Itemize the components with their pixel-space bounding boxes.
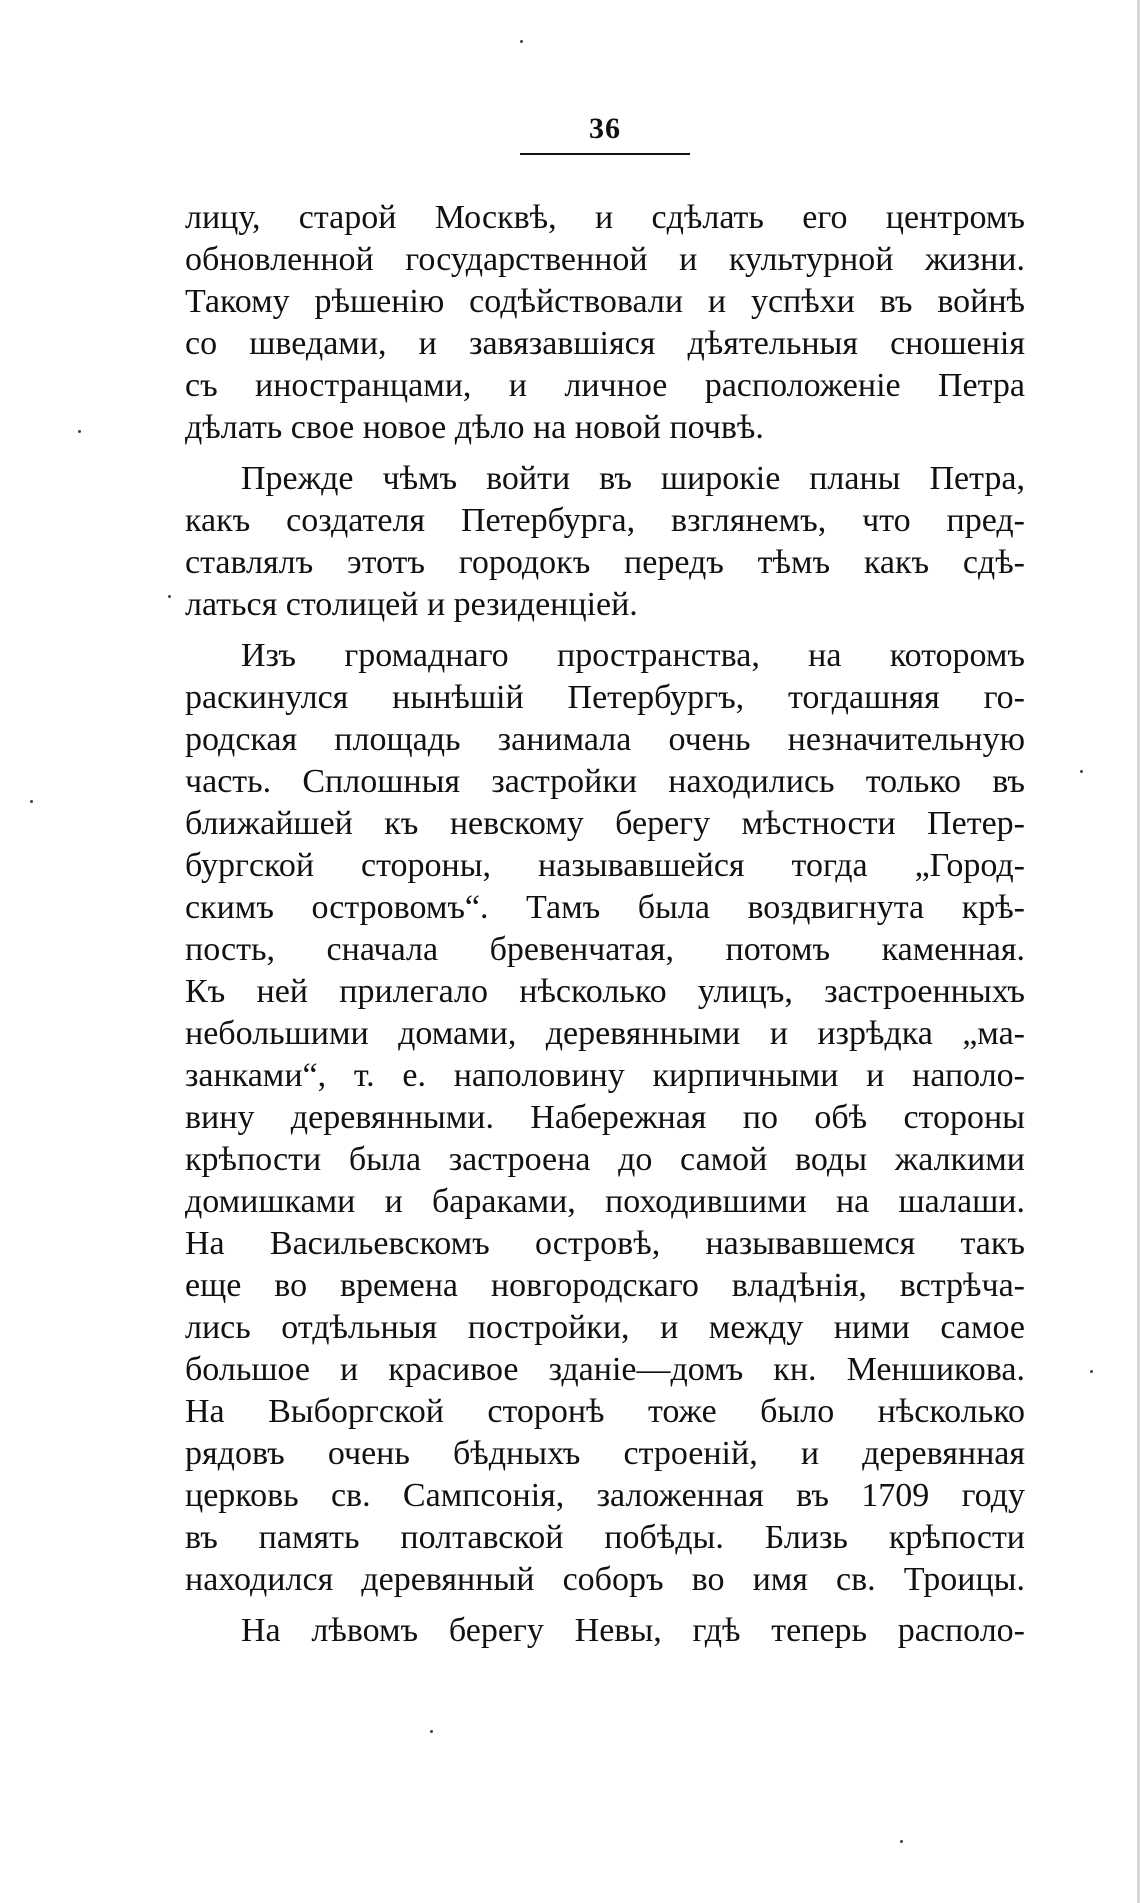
text-line: пость, сначала бревенчатая, потомъ каменная. — [185, 931, 1025, 968]
scan-speck — [1080, 770, 1083, 773]
text-line: бургской стороны, называвшейся тогда „Город- — [185, 847, 1025, 884]
text-line: домишками и бараками, походившими на шалаши. — [185, 1183, 1025, 1220]
paragraph — [185, 197, 1025, 449]
text-line: На Выборгской сторонѣ тоже было нѣсколько — [185, 1393, 1025, 1430]
text-line: лицу, старой Москвѣ, и сдѣлать его центромъ — [185, 199, 1025, 236]
text-line: часть. Сплошныя застройки находились только въ — [185, 763, 1025, 800]
text-line: Такому рѣшенію содѣйствовали и успѣхи въ войнѣ — [185, 283, 1025, 320]
page-number-rule — [520, 153, 690, 155]
text-line: вину деревянными. Набережная по обѣ стороны — [185, 1099, 1025, 1136]
text-line: занками“, т. е. наполовину кирпичными и наполо- — [185, 1057, 1025, 1094]
paragraph — [185, 635, 1025, 1601]
text-line: со шведами, и завязавшіяся дѣятельныя сношенія — [185, 325, 1025, 362]
text-line: рядовъ очень бѣдныхъ строеній, и деревянная — [185, 1435, 1025, 1472]
paragraph — [185, 1610, 1025, 1652]
text-line: обновленной государственной и культурной жизни. — [185, 241, 1025, 278]
scan-speck — [520, 40, 523, 43]
scan-speck — [900, 1840, 903, 1843]
text-line: большое и красивое зданіе—домъ кн. Меншикова. — [185, 1351, 1025, 1388]
scan-speck — [168, 595, 171, 598]
text-line: церковь св. Сампсонія, заложенная въ 1709 году — [185, 1477, 1025, 1514]
text-line: небольшими домами, деревянными и изрѣдка „ма- — [185, 1015, 1025, 1052]
text-line: Къ ней прилегало нѣсколько улицъ, застроенныхъ — [185, 973, 1025, 1010]
paragraph-gap — [185, 1601, 1025, 1610]
text-line: въ память полтавской побѣды. Близь крѣпости — [185, 1519, 1025, 1556]
text-line: Прежде чѣмъ войти въ широкіе планы Петра, — [241, 460, 1025, 497]
paragraph — [185, 458, 1025, 626]
text-line: раскинулся нынѣшій Петербургъ, тогдашняя го- — [185, 679, 1025, 716]
text-line: Изъ громаднаго пространства, на которомъ — [241, 637, 1025, 674]
text-line: На Васильевскомъ островѣ, называвшемся такъ — [185, 1225, 1025, 1262]
text-line: съ иностранцами, и личное расположеніе Петра — [185, 367, 1025, 404]
text-line: родская площадь занимала очень незначительную — [185, 721, 1025, 758]
paragraph-gap — [185, 626, 1025, 635]
scan-speck — [78, 430, 81, 433]
text-line: На лѣвомъ берегу Невы, гдѣ теперь располо- — [241, 1612, 1025, 1649]
page-number: 36 — [589, 112, 621, 145]
text-line: еще во времена новгородскаго владѣнія, встрѣча- — [185, 1267, 1025, 1304]
text-line: какъ создателя Петербурга, взглянемъ, что пред- — [185, 502, 1025, 539]
paragraph-gap — [185, 449, 1025, 458]
scan-speck — [430, 1730, 433, 1733]
text-line: ближайшей къ невскому берегу мѣстности Петер- — [185, 805, 1025, 842]
text-line: находился деревянный соборъ во имя св. Троицы. — [185, 1561, 1025, 1598]
text-line: латься столицей и резиденціей. — [185, 586, 638, 623]
body-text — [185, 197, 1025, 1652]
text-line: скимъ островомъ“. Тамъ была воздвигнута крѣ- — [185, 889, 1025, 926]
scan-speck — [30, 800, 33, 803]
scan-speck — [1090, 1370, 1093, 1373]
text-line: крѣпости была застроена до самой воды жалкими — [185, 1141, 1025, 1178]
text-line: лись отдѣльныя постройки, и между ними самое — [185, 1309, 1025, 1346]
text-line: ставлялъ этотъ городокъ передъ тѣмъ какъ сдѣ- — [185, 544, 1025, 581]
text-line: дѣлать свое новое дѣло на новой почвѣ. — [185, 409, 764, 446]
